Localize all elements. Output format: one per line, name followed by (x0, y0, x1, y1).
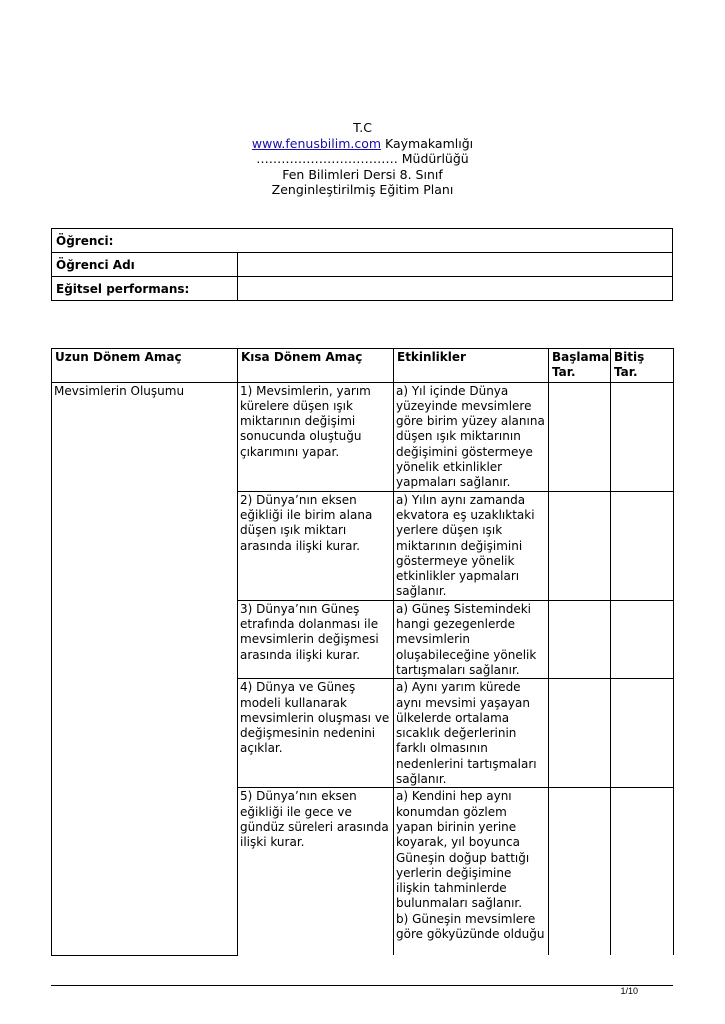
etkinlik-cell: a) Aynı yarım kürede aynı mevsimi yaşayan ülkelerde ortalama sıcaklık değerlerinin farklı olmasının nedenlerini tartışmaları sağlanır. (394, 679, 549, 788)
page-number: 1/10 (620, 986, 638, 996)
etkinlik-a-text: a) Kendini hep aynı konumdan gözlem yapan birinin yerine koyarak, yıl boyunca Güneşin doğup battığı yerlerin değişimine ilişkin tahminlerde bulunmaları sağlanır. (396, 789, 530, 911)
kisa-donem-cell: 5) Dünya’nın eksen eğikliği ile gece ve gündüz süreleri arasında ilişki kurar. (238, 788, 394, 956)
bitis-tarih-cell[interactable] (611, 491, 674, 600)
table-row (52, 382, 674, 491)
student-info-table (51, 228, 673, 301)
student-name-row (52, 253, 673, 277)
footer-divider (51, 985, 673, 986)
plan-header-row (52, 349, 674, 383)
performance-field[interactable] (238, 277, 673, 301)
student-row (52, 229, 673, 253)
header-course: Fen Bilimleri Dersi 8. Sınıf (282, 166, 443, 182)
etkinlik-cell (394, 788, 549, 956)
document-header (0, 120, 725, 198)
header-kisa-donem: Kısa Dönem Amaç (238, 349, 394, 383)
performance-label: Eğitsel performans: (52, 277, 238, 301)
header-tc: T.C (353, 120, 372, 135)
etkinlik-b-text: b) Güneşin mevsimlere göre gökyüzünde olduğu (396, 911, 545, 941)
header-mudurluk: ……………………………. Müdürlüğü (256, 151, 469, 167)
kaymakamlik-text: Kaymakamlığı (381, 135, 474, 151)
header-uzun-donem: Uzun Dönem Amaç (52, 349, 238, 383)
kisa-donem-cell: 4) Dünya ve Güneş modeli kullanarak mevsimlerin oluşması ve değişmesinin nedenini açıklar. (238, 679, 394, 788)
header-line-2 (0, 136, 725, 152)
baslama-tarih-cell[interactable] (549, 600, 611, 678)
baslama-tarih-cell[interactable] (549, 788, 611, 956)
education-plan-table (51, 348, 674, 956)
student-name-label: Öğrenci Adı (52, 253, 238, 277)
bitis-tarih-cell[interactable] (611, 382, 674, 491)
uzun-donem-cell: Mevsimlerin Oluşumu (52, 382, 238, 955)
kisa-donem-cell: 3) Dünya’nın Güneş etrafında dolanması ile mevsimlerin değişmesi arasında ilişki kurar. (238, 600, 394, 678)
baslama-tarih-cell[interactable] (549, 382, 611, 491)
bitis-tarih-cell[interactable] (611, 600, 674, 678)
etkinlik-cell: a) Yıl içinde Dünya yüzeyinde mevsimlere göre birim yüzey alanına düşen ışık miktarının değişimini göstermeye yönelik etkinlikler yapmaları sağlanır. (394, 382, 549, 491)
baslama-tarih-cell[interactable] (549, 679, 611, 788)
student-name-field[interactable] (238, 253, 673, 277)
etkinlik-cell: a) Yılın aynı zamanda ekvatora eş uzaklıktaki yerlere düşen ışık miktarının değişimini göstermeye yönelik etkinlikler yapmaları sağlanır. (394, 491, 549, 600)
bitis-tarih-cell[interactable] (611, 679, 674, 788)
header-etkinlikler: Etkinlikler (394, 349, 549, 383)
performance-row (52, 277, 673, 301)
kisa-donem-cell: 1) Mevsimlerin, yarım kürelere düşen ışık miktarının değişimi sonucunda oluştuğu çıkarımını yapar. (238, 382, 394, 491)
document-title: Zenginleştirilmiş Eğitim Planı (271, 182, 454, 198)
baslama-tarih-cell[interactable] (549, 491, 611, 600)
etkinlik-cell: a) Güneş Sistemindeki hangi gezegenlerde mevsimlerin oluşabileceğine yönelik tartışmaları sağlanır. (394, 600, 549, 678)
student-label: Öğrenci: (52, 229, 673, 253)
header-baslama: Başlama Tar. (549, 349, 611, 383)
website-link[interactable]: www.fenusbilim.com (251, 135, 382, 151)
bitis-tarih-cell[interactable] (611, 788, 674, 956)
header-bitis: Bitiş Tar. (611, 349, 674, 383)
kisa-donem-cell: 2) Dünya’nın eksen eğikliği ile birim alana düşen ışık miktarı arasında ilişki kurar. (238, 491, 394, 600)
